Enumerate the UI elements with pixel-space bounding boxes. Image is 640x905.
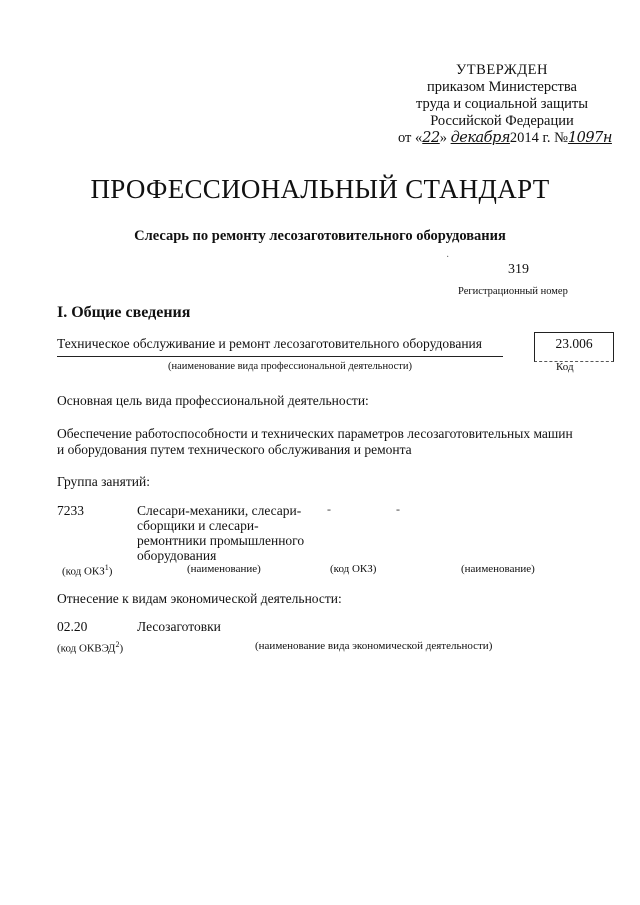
- activity-name-label: (наименование вида профессиональной деятельности): [168, 361, 412, 372]
- date-month: декабря: [450, 130, 510, 146]
- activity-code-box: 23.006: [534, 332, 614, 362]
- approval-line-1: УТВЕРЖДЕН: [456, 62, 548, 78]
- approval-date-line: [392, 130, 612, 147]
- okz-name-label: (наименование): [187, 563, 261, 575]
- date-day: 22: [422, 130, 440, 146]
- document-title: ПРОФЕССИОНАЛЬНЫЙ СТАНДАРТ: [90, 174, 550, 204]
- goal-heading: Основная цель вида профессиональной деятельности:: [57, 393, 369, 408]
- approval-block: [392, 62, 612, 147]
- okz-name-2-empty: -: [396, 502, 400, 516]
- okz-code-2-empty: -: [327, 502, 331, 516]
- okved-name-label: (наименование вида экономической деятельности): [255, 640, 493, 652]
- okved-code-label: (код ОКВЭД$^2$): [57, 640, 124, 655]
- approval-line-3: труда и социальной защиты: [416, 96, 588, 112]
- approval-line-2: приказом Министерства: [427, 79, 577, 95]
- econ-activity-heading: Отнесение к видам экономической деятельности:: [57, 591, 342, 606]
- order-number: 1097н: [567, 130, 612, 146]
- date-prefix: от «: [398, 130, 423, 146]
- scan-speck: ·: [446, 252, 450, 263]
- activity-name: Техническое обслуживание и ремонт лесозаготовительного оборудования: [57, 336, 482, 351]
- okved-code: 02.20: [57, 619, 88, 634]
- activity-underline: [57, 356, 503, 357]
- goal-text: Обеспечение работоспособности и технических параметров лесозаготовительных машин и оборудования путем технического обслуживания и ремонта: [57, 426, 573, 457]
- okz-name: Слесари-механики, слесари-сборщики и слесари-ремонтники промышленного оборудования: [137, 503, 305, 563]
- document-subtitle: Слесарь по ремонту лесозаготовительного оборудования: [134, 228, 506, 244]
- footnote-1: 1: [104, 563, 109, 572]
- okz-name-label-2: (наименование): [461, 563, 535, 575]
- okz-code-label: (код ОКЗ$^1$): [62, 563, 113, 578]
- approval-line-4: Российской Федерации: [430, 113, 574, 129]
- registration-label: Регистрационный номер: [458, 286, 568, 297]
- registration-number: 319: [508, 262, 529, 277]
- okved-name: Лесозаготовки: [137, 619, 221, 634]
- okz-code: 7233: [57, 503, 84, 518]
- date-year: 2014 г. №: [509, 130, 568, 146]
- occupation-group-heading: Группа занятий:: [57, 474, 150, 489]
- section-heading: I. Общие сведения: [57, 304, 191, 321]
- okz-code-label-2: (код ОКЗ): [330, 563, 377, 575]
- date-mid: »: [439, 130, 447, 146]
- footnote-2: 2: [115, 640, 120, 649]
- code-label: Код: [556, 361, 574, 373]
